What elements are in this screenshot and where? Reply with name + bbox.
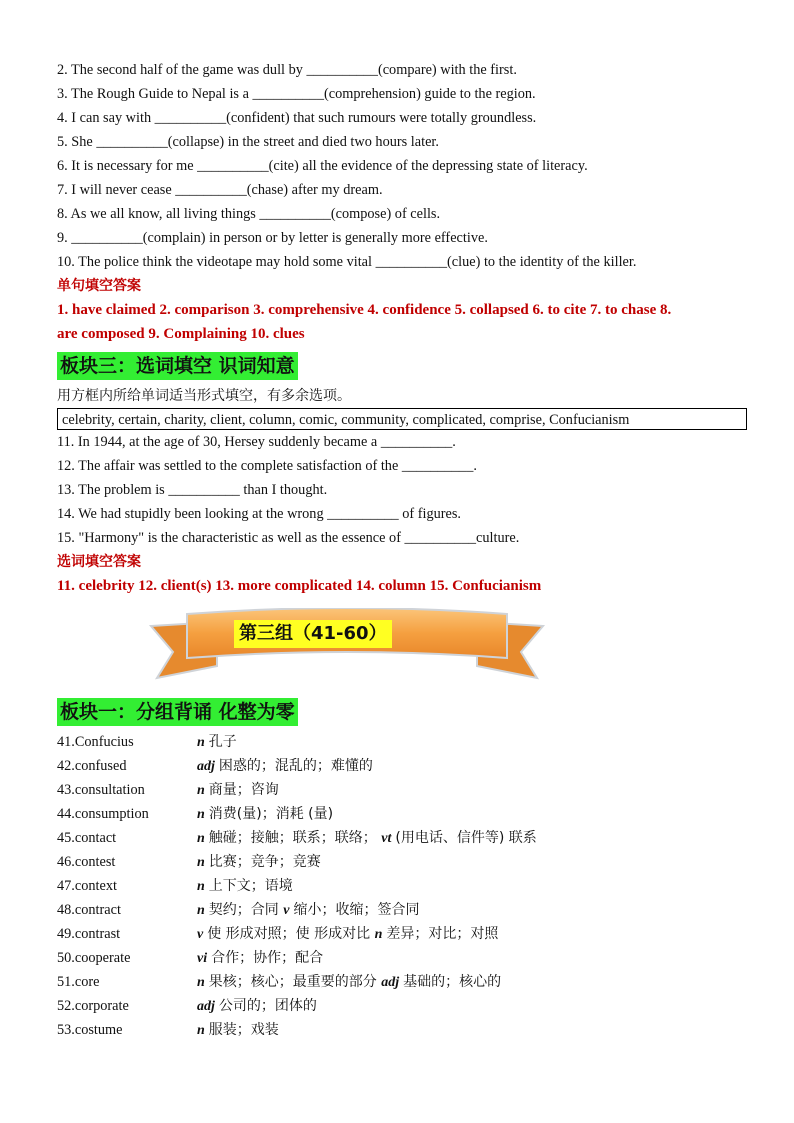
definition-text: 消费(量)；消耗 (量) — [208, 806, 334, 822]
vocab-row — [57, 994, 747, 1018]
answers-text-line-2: are composed 9. Complaining 10. clues — [57, 326, 305, 342]
part-of-speech: v — [197, 927, 204, 942]
vocab-definition — [197, 922, 498, 946]
vocab-word: 44.consumption — [57, 806, 149, 822]
exercise-line: 6. It is necessary for me __________(cite) all the evidence of the depressing state of literacy. — [57, 158, 588, 174]
vocab-definition — [197, 898, 419, 922]
vocab-definition — [197, 946, 323, 970]
section-one-title: 板块一：分组背诵 化整为零 — [57, 698, 298, 726]
fill-in-line: 15. "Harmony" is the characteristic as well as the essence of __________culture. — [57, 530, 520, 546]
vocab-row — [57, 970, 747, 994]
definition-text: 基础的；核心的 — [403, 974, 502, 990]
definition-text: 比赛；竞争；竞赛 — [208, 854, 321, 870]
definition-text: 商量；咨询 — [208, 782, 279, 798]
vocab-row — [57, 730, 747, 754]
answers-heading: 选词填空答案 — [57, 554, 141, 570]
definition-text: 公司的；团体的 — [218, 998, 317, 1014]
vocab-row — [57, 754, 747, 778]
section-instruction: 用方框内所给单词适当形式填空，有多余选项。 — [57, 388, 351, 404]
document-page — [57, 58, 747, 1042]
vocab-definition — [197, 754, 373, 778]
vocab-word: 46.contest — [57, 854, 116, 870]
part-of-speech: n — [197, 903, 205, 918]
vocab-definition — [197, 730, 237, 754]
part-of-speech: adj — [197, 999, 215, 1014]
part-of-speech: vi — [197, 951, 208, 966]
definition-text: 使 形成对照；使 形成对比 — [207, 926, 375, 942]
definition-text: 孔子 — [208, 734, 237, 750]
vocab-word: 42.confused — [57, 758, 127, 774]
vocab-definition — [197, 1018, 279, 1042]
vocab-row — [57, 922, 747, 946]
vocab-row — [57, 802, 747, 826]
group-banner — [57, 608, 747, 684]
fill-in-line: 12. The affair was settled to the complete satisfaction of the __________. — [57, 458, 477, 474]
fill-in-list — [57, 430, 747, 550]
vocab-word: 50.cooperate — [57, 950, 131, 966]
vocab-word: 47.context — [57, 878, 117, 894]
vocab-word: 52.corporate — [57, 998, 129, 1014]
vocab-row — [57, 1018, 747, 1042]
vocab-definition — [197, 802, 333, 826]
definition-text: 差异；对比；对照 — [386, 926, 499, 942]
group-banner-label: 第三组（41-60） — [234, 620, 392, 648]
word-bank-box: celebrity, certain, charity, client, column, comic, community, complicated, comprise, Confucianism — [57, 408, 747, 430]
definition-text: 契约；合同 — [208, 902, 284, 918]
vocab-definition — [197, 850, 321, 874]
exercise-line: 4. I can say with __________(confident) that such rumours were totally groundless. — [57, 110, 537, 126]
part-of-speech: v — [283, 903, 290, 918]
part-of-speech: n — [197, 1023, 205, 1038]
fill-in-line: 11. In 1944, at the age of 30, Hersey suddenly became a __________. — [57, 434, 456, 450]
part-of-speech: n — [197, 807, 205, 822]
vocab-row — [57, 946, 747, 970]
definition-text: 服装；戏装 — [208, 1022, 279, 1038]
fill-in-line: 14. We had stupidly been looking at the wrong __________ of figures. — [57, 506, 461, 522]
vocab-word: 48.contract — [57, 902, 121, 918]
section-three-title: 板块三：选词填空 识词知意 — [57, 352, 298, 380]
fill-in-line: 13. The problem is __________ than I thought. — [57, 482, 328, 498]
vocab-row — [57, 874, 747, 898]
part-of-speech: n — [197, 975, 205, 990]
part-of-speech: n — [197, 831, 205, 846]
answers-text: 11. celebrity 12. client(s) 13. more complicated 14. column 15. Confucianism — [57, 578, 542, 594]
part-of-speech: n — [197, 855, 205, 870]
answers-heading: 单句填空答案 — [57, 278, 141, 294]
part-of-speech: adj — [197, 759, 215, 774]
vocab-row — [57, 778, 747, 802]
exercise-list — [57, 58, 747, 274]
definition-text: 合作；协作；配合 — [211, 950, 324, 966]
exercise-line: 5. She __________(collapse) in the street and died two hours later. — [57, 134, 439, 150]
vocab-definition — [197, 874, 293, 898]
vocab-word: 53.costume — [57, 1022, 123, 1038]
exercise-line: 10. The police think the videotape may hold some vital __________(clue) to the identity of the killer. — [57, 254, 637, 270]
definition-text: 困惑的；混乱的；难懂的 — [218, 758, 373, 774]
exercise-line: 7. I will never cease __________(chase) after my dream. — [57, 182, 383, 198]
definition-text: 触碰；接触；联系；联络； — [208, 830, 382, 846]
part-of-speech: vt — [381, 831, 392, 846]
vocab-word: 41.Confucius — [57, 734, 134, 750]
exercise-line: 9. __________(complain) in person or by letter is generally more effective. — [57, 230, 488, 246]
vocab-word: 49.contrast — [57, 926, 121, 942]
vocab-row — [57, 826, 747, 850]
vocab-word: 43.consultation — [57, 782, 145, 798]
vocab-definition — [197, 778, 279, 802]
definition-text: 果核；核心；最重要的部分 — [208, 974, 382, 990]
vocab-word: 51.core — [57, 974, 100, 990]
definition-text: (用电话、信件等) 联系 — [395, 830, 537, 846]
part-of-speech: n — [197, 879, 205, 894]
definition-text: 上下文；语境 — [208, 878, 293, 894]
exercise-line: 2. The second half of the game was dull by __________(compare) with the first. — [57, 62, 517, 78]
vocabulary-list — [57, 730, 747, 1042]
exercise-line: 8. As we all know, all living things __________(compose) of cells. — [57, 206, 441, 222]
vocab-definition — [197, 970, 501, 994]
vocab-definition — [197, 826, 537, 850]
vocab-row — [57, 898, 747, 922]
part-of-speech: n — [197, 735, 205, 750]
vocab-definition — [197, 994, 317, 1018]
part-of-speech: n — [374, 927, 383, 942]
vocab-word: 45.contact — [57, 830, 117, 846]
definition-text: 缩小；收缩；签合同 — [293, 902, 420, 918]
part-of-speech: adj — [381, 975, 400, 990]
vocab-row — [57, 850, 747, 874]
answers-text-line-1: 1. have claimed 2. comparison 3. comprehensive 4. confidence 5. collapsed 6. to cite 7. to chase 8. — [57, 302, 672, 318]
exercise-line: 3. The Rough Guide to Nepal is a __________(comprehension) guide to the region. — [57, 86, 536, 102]
part-of-speech: n — [197, 783, 205, 798]
